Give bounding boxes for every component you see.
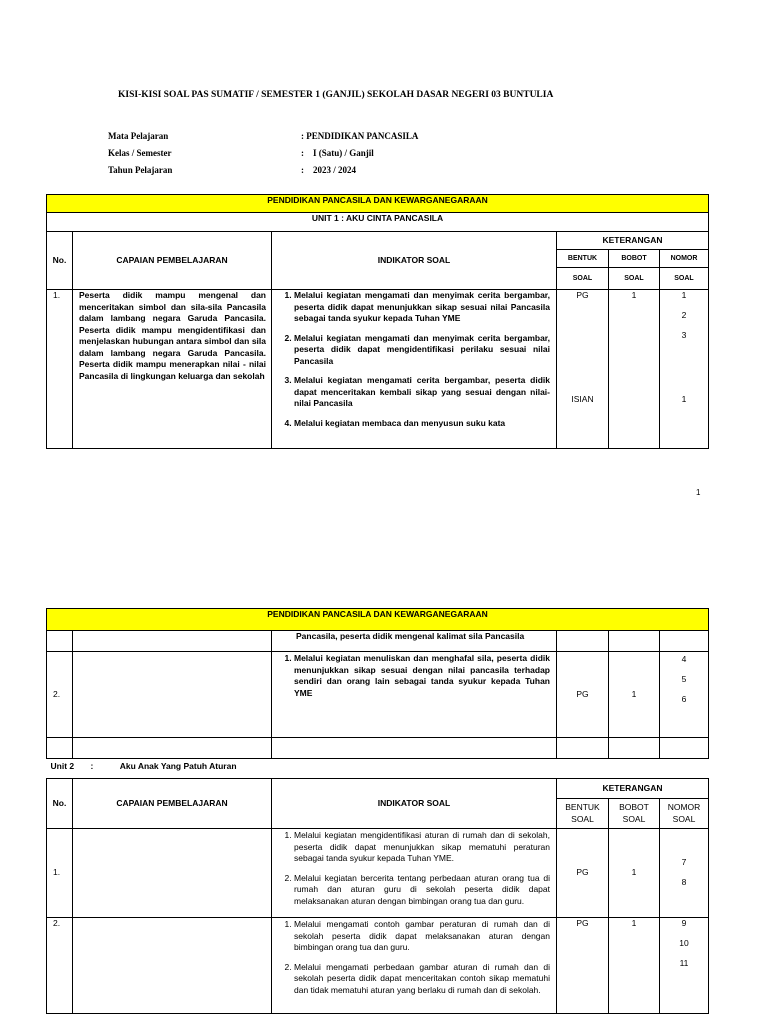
header-indikator: INDIKATOR SOAL	[272, 232, 557, 290]
document-title: KISI-KISI SOAL PAS SUMATIF / SEMESTER 1 (GANJIL) SEKOLAH DASAR NEGERI 03 BUNTULIA	[118, 90, 554, 100]
bobot-value: 1	[609, 829, 660, 918]
meta-value-year: : 2023 / 2024	[301, 165, 356, 175]
nomor-value: 3	[681, 330, 687, 340]
unit-bar: UNIT 1 : AKU CINTA PANCASILA	[47, 213, 709, 232]
empty-cell	[272, 738, 557, 759]
header-soal-nomor: SOAL	[660, 268, 709, 290]
nomor-cell	[660, 290, 709, 449]
nomor-value: 1	[681, 290, 687, 300]
nomor-value: 6	[681, 694, 687, 704]
nomor-value: 7	[681, 857, 687, 868]
indicator-item: 1. Melalui kegiatan menuliskan dan menghafal sila, peserta didik menunjukkan sikap sesuai dengan nilai pancasila terhadap sendiri dan orang lain sebagai tanda syukur kepada Tuhan YME	[294, 653, 556, 699]
empty-cell	[47, 631, 73, 652]
capaian-cell	[73, 652, 272, 738]
row-number: 1.	[47, 829, 73, 918]
bentuk-value: PG	[576, 290, 589, 300]
bobot-cell	[609, 290, 660, 449]
indicator-cell	[272, 290, 557, 449]
indicator-item: 2. Melalui kegiatan bercerita tentang perbedaan aturan orang tua di rumah dan aturan guru di sekolah peserta didik dapat melaksanakan aturan dengan bimbingan orang tua dan guru.	[294, 873, 556, 908]
bobot-value: 1	[631, 290, 637, 300]
indicator-cell	[272, 829, 557, 918]
indicator-item: 4. Melalui kegiatan membaca dan menyusun suku kata	[294, 418, 556, 430]
header-capaian: CAPAIAN PEMBELAJARAN	[73, 232, 272, 290]
bobot-value: 1	[609, 918, 660, 1014]
meta-value-class: : I (Satu) / Ganjil	[301, 148, 374, 158]
header-soal-bentuk: SOAL	[557, 268, 609, 290]
nomor-value: 4	[681, 654, 687, 664]
unit2-title: Aku Anak Yang Patuh Aturan	[119, 761, 237, 771]
unit2-heading	[47, 759, 709, 779]
bentuk-cell	[557, 290, 609, 449]
empty-cell	[660, 738, 709, 759]
nomor-value: 9	[681, 918, 687, 928]
nomor-value: 5	[681, 674, 687, 684]
meta-label-subject: Mata Pelajaran	[108, 131, 169, 141]
bentuk-value: PG	[557, 829, 609, 918]
header-no: No.	[47, 779, 73, 829]
bentuk-value-isian: ISIAN	[571, 394, 594, 404]
empty-cell	[660, 631, 709, 652]
meta-label-class: Kelas / Semester	[108, 148, 172, 158]
continued-indicator: Pancasila, peserta didik mengenal kalimat sila Pancasila	[272, 631, 557, 652]
nomor-value: 11	[679, 958, 689, 968]
nomor-value: 8	[681, 877, 687, 888]
header-capaian: CAPAIAN PEMBELAJARAN	[73, 779, 272, 829]
indicator-item: 2. Melalui kegiatan mengamati dan menyimak cerita bergambar, peserta didik dapat mengidentifikasi perilaku sesuai nilai Pancasila	[294, 333, 556, 368]
kisi-kisi-table-unit2	[46, 608, 709, 1014]
subject-bar: PENDIDIKAN PANCASILA DAN KEWARGANEGARAAN	[47, 609, 709, 631]
row-number: 2.	[47, 652, 73, 738]
indicator-item: 1. Melalui kegiatan mengidentifikasi aturan di rumah dan di sekolah, peserta didik dapat menunjukkan sikap mematuhi peraturan sebagai tanda syukur kepada Tuhan YME.	[294, 830, 556, 865]
indicator-item: 1. Melalui kegiatan mengamati dan menyimak cerita bergambar, peserta didik dapat menunjukkan sikap sesuai nilai Pancasila sebagai tanda syukur kepada Tuhan YME	[294, 290, 556, 325]
empty-cell	[609, 631, 660, 652]
nomor-value: 1	[681, 394, 687, 404]
row-number: 1.	[47, 290, 73, 449]
subject-bar: PENDIDIKAN PANCASILA DAN KEWARGANEGARAAN	[47, 195, 709, 213]
header-no: No.	[47, 232, 73, 290]
header-keterangan: KETERANGAN	[557, 232, 709, 250]
empty-cell	[557, 631, 609, 652]
header-nomor: NOMOR	[660, 250, 709, 268]
header-bentuk-soal: BENTUK SOAL	[557, 799, 609, 829]
unit2-label: Unit 2	[50, 761, 75, 771]
bobot-value: 1	[609, 652, 660, 738]
header-keterangan: KETERANGAN	[557, 779, 709, 799]
indicator-item: 3. Melalui kegiatan mengamati cerita bergambar, peserta didik dapat menceritakan kembali sikap yang sesuai dengan nilai-nilai Pancasila	[294, 375, 556, 410]
header-soal-bobot: SOAL	[609, 268, 660, 290]
indicator-item: 1. Melalui mengamati contoh gambar peraturan di rumah dan di sekolah peserta didik dapat melaksanakan aturan dengan bimbingan orang tua dan guru.	[294, 919, 556, 954]
capaian-cell	[73, 918, 272, 1014]
nomor-value: 2	[681, 310, 687, 320]
empty-cell	[609, 738, 660, 759]
header-bobot: BOBOT	[609, 250, 660, 268]
empty-cell	[47, 738, 73, 759]
nomor-value: 10	[679, 938, 689, 948]
meta-label-year: Tahun Pelajaran	[108, 165, 173, 175]
indicator-cell	[272, 918, 557, 1014]
bentuk-value: PG	[557, 918, 609, 1014]
kisi-kisi-table-unit1	[46, 194, 709, 449]
capaian-cell	[73, 829, 272, 918]
empty-cell	[73, 631, 272, 652]
header-nomor-soal: NOMOR SOAL	[660, 799, 709, 829]
header-bobot-soal: BOBOT SOAL	[609, 799, 660, 829]
empty-cell	[73, 738, 272, 759]
nomor-cell	[660, 652, 709, 738]
unit2-colon: :	[90, 761, 94, 771]
meta-value-subject: : PENDIDIKAN PANCASILA	[301, 131, 419, 141]
nomor-cell	[660, 918, 709, 1014]
capaian-text: Peserta didik mampu mengenal dan menceritakan simbol dan sila-sila Pancasila dalam lambang negara Garuda Pancasila. Peserta didik mampu mengidentifikasi dan menjelaskan hubungan antara simbol dan sila dalam lambang negara Garuda Pancasila. Peserta didik mampu menerapkan nilai - nilai Pancasila di lingkungan keluarga dan sekolah	[73, 290, 272, 449]
indicator-item: 2. Melalui mengamati perbedaan gambar aturan di rumah dan di sekolah peserta didik dapat menceritakan contoh sikap mematuhi dan tidak mematuhi aturan yang berlaku di rumah dan di sekolah.	[294, 962, 556, 997]
indicator-cell	[272, 652, 557, 738]
row-number: 2.	[47, 918, 73, 1014]
header-bentuk: BENTUK	[557, 250, 609, 268]
header-indikator: INDIKATOR SOAL	[272, 779, 557, 829]
empty-cell	[557, 738, 609, 759]
bentuk-value: PG	[557, 652, 609, 738]
page-number: 1	[696, 488, 701, 497]
nomor-cell	[660, 829, 709, 918]
